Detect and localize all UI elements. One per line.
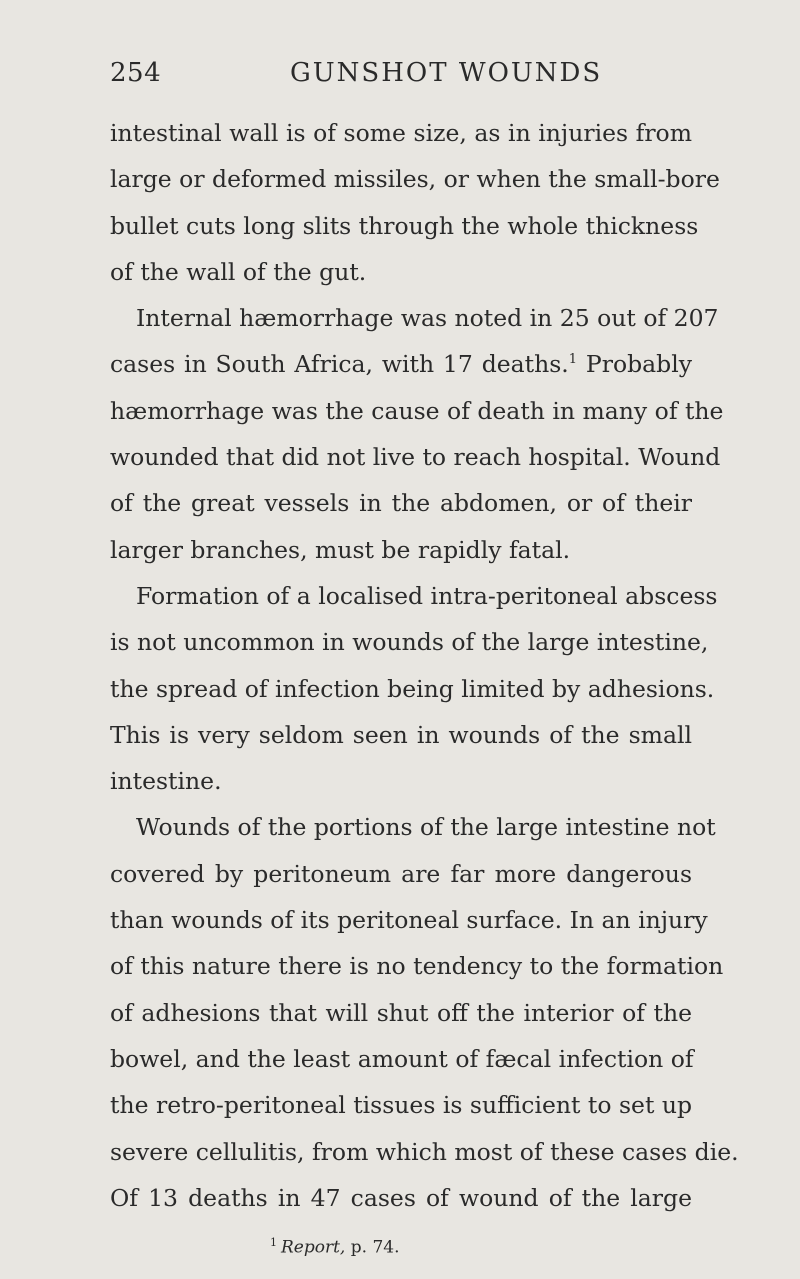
text-line: of the wall of the gut.: [110, 257, 367, 286]
footnote-source: Report,: [281, 1237, 346, 1258]
footnote: [270, 1236, 399, 1258]
text-line: of adhesions that will shut off the interior of the: [110, 998, 692, 1027]
page-header: [0, 58, 800, 98]
text-line: intestinal wall is of some size, as in injuries from: [110, 119, 692, 147]
footnote-mark: 1: [270, 1236, 277, 1249]
body-text: [110, 110, 739, 1221]
text-line: severe cellulitis, from which most of these cases die.: [110, 1137, 739, 1166]
running-head: GUNSHOT WOUNDS: [290, 58, 603, 88]
text-line: Internal hæmorrhage was noted in 25 out of 207: [136, 304, 719, 333]
text-line: Formation of a localised intra-peritoneal abscess: [136, 581, 718, 610]
text-line: This is very seldom seen in wounds of the small: [110, 720, 692, 749]
text-line: larger branches, must be rapidly fatal.: [110, 535, 571, 564]
text-line: of this nature there is no tendency to the formation: [110, 952, 724, 981]
text-line: bullet cuts long slits through the whole thickness: [110, 211, 699, 240]
text-line: large or deformed missiles, or when the small-bore: [110, 165, 720, 194]
text-line: the spread of infection being limited by adhesions.: [110, 674, 715, 703]
text-line: Wounds of the portions of the large intestine not: [136, 813, 716, 842]
text-line: intestine.: [110, 767, 222, 796]
page-number: 254: [110, 58, 162, 88]
text-line: covered by peritoneum are far more dangerous: [110, 859, 692, 888]
text-line: is not uncommon in wounds of the large intestine,: [110, 628, 709, 657]
footnote-page: p. 74.: [350, 1237, 400, 1258]
footnote-reference: 1: [568, 352, 578, 368]
text-line: wounded that did not live to reach hospital. Wound: [110, 443, 721, 472]
text-line: Of 13 deaths in 47 cases of wound of the large: [110, 1183, 692, 1212]
text-line: than wounds of its peritoneal surface. In an injury: [110, 906, 708, 935]
text-line: cases in South Africa, with 17 deaths.$^1$ Probably: [110, 350, 692, 379]
text-line: hæmorrhage was the cause of death in many of the: [110, 396, 724, 425]
text-line: the retro-peritoneal tissues is sufficient to set up: [110, 1091, 693, 1120]
text-line: of the great vessels in the abdomen, or of their: [110, 489, 692, 518]
text-line: bowel, and the least amount of fæcal infection of: [110, 1044, 694, 1073]
